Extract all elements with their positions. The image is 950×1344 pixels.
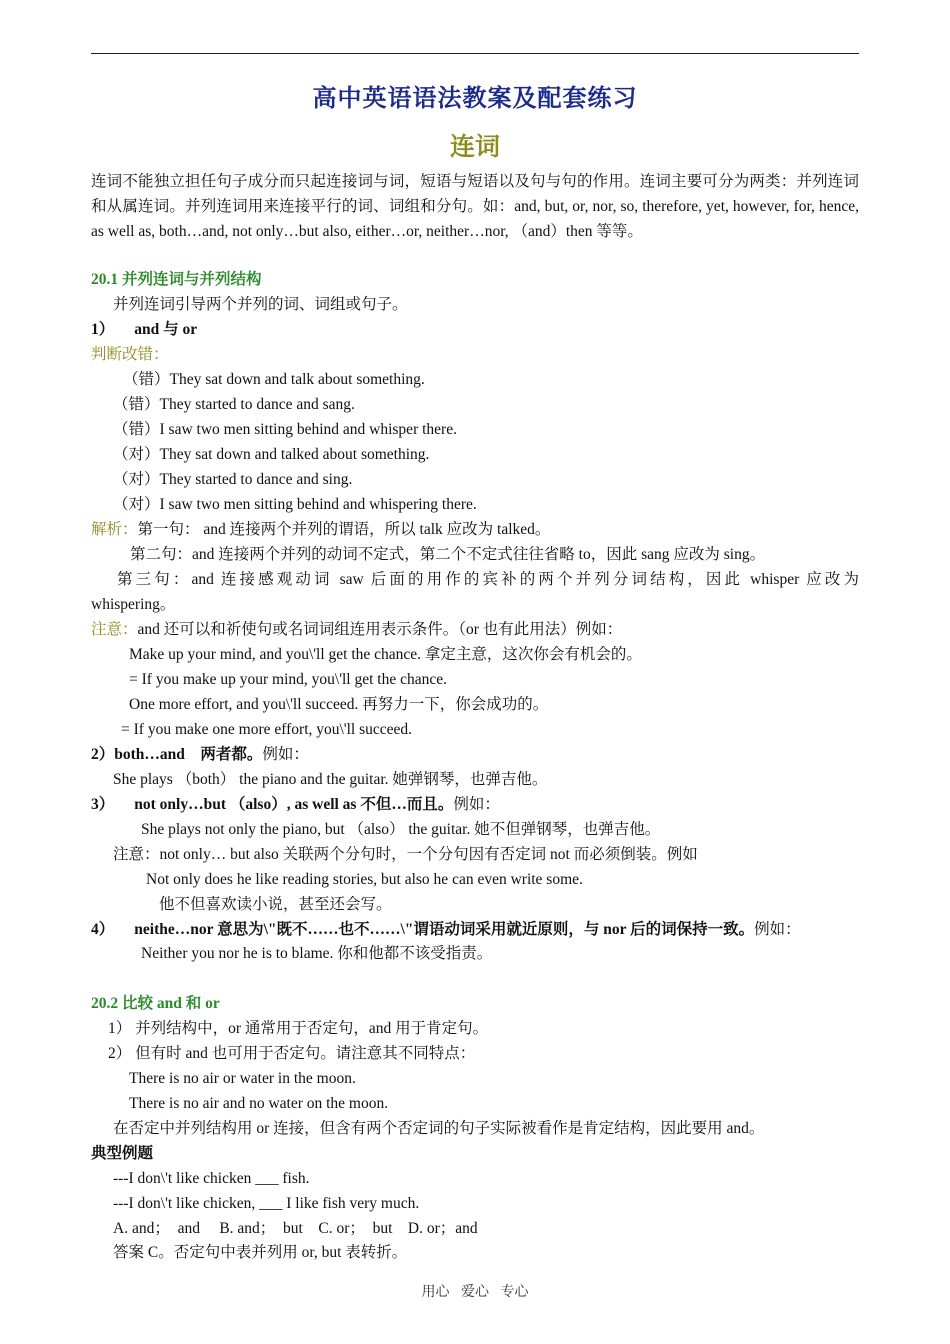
example-line: （对）I saw two men sitting behind and whispering there. xyxy=(113,496,477,513)
analysis-label: 解析： xyxy=(91,521,138,538)
item-label: and 与 or xyxy=(134,321,198,338)
example-line: （错）They sat down and talk about something. xyxy=(123,371,425,388)
item-number: 3） xyxy=(91,796,115,813)
example-line: There is no air and no water on the moon. xyxy=(129,1095,389,1112)
analysis-text: 第一句： and 连接两个并列的谓语，所以 talk 应改为 talked。 xyxy=(137,521,551,538)
item-suffix: 例如： xyxy=(262,746,309,763)
item-number: 2） xyxy=(91,746,115,763)
document-title: 高中英语语法教案及配套练习 xyxy=(312,86,638,112)
example-line: There is no air or water in the moon. xyxy=(129,1070,356,1087)
item-4-example: Neither you nor he is to blame. 你和他都不该受指责。 xyxy=(141,945,493,962)
item-label: both…and 两者都。 xyxy=(114,746,263,763)
item-2 xyxy=(91,745,309,765)
item-label: not only…but （also）, as well as 不但…而且。 xyxy=(134,796,454,813)
example-line: （对）They sat down and talked about something. xyxy=(113,446,430,463)
analysis-line-1 xyxy=(91,520,550,540)
item-2-example: She plays （both） the piano and the guitar. 她弹钢琴，也弹吉他。 xyxy=(113,771,548,788)
note-label: 注意： xyxy=(91,621,138,638)
answer-line: 答案 C。否定句中表并列用 or, but 表转折。 xyxy=(113,1244,408,1261)
page-footer: 用心 爱心 专心 xyxy=(421,1285,529,1300)
note-example: Make up your mind, and you\'ll get the chance. 拿定主意，这次你会有机会的。 xyxy=(129,646,642,663)
item-1 xyxy=(91,320,197,340)
item-3 xyxy=(91,795,500,815)
item-number: 1） xyxy=(91,321,115,338)
example-line: （对）They started to dance and sing. xyxy=(113,471,353,488)
analysis-line-3: 第三句：and 连接感观动词 saw 后面的用作的宾补的两个并列分词结构，因此 whisper 应改为 xyxy=(117,571,859,588)
note-example: = If you make up your mind, you\'ll get the chance. xyxy=(129,671,448,688)
judge-label: 判断改错： xyxy=(91,346,169,363)
question-line: ---I don\'t like chicken ___ fish. xyxy=(113,1170,310,1187)
example-line: （错）I saw two men sitting behind and whisper there. xyxy=(113,421,457,438)
question-line: ---I don\'t like chicken, ___ I like fish very much. xyxy=(113,1195,420,1212)
item-4 xyxy=(91,920,801,940)
section-heading-20-1: 20.1 并列连词与并列结构 xyxy=(91,271,262,288)
answer-options: A. and； and B. and； but C. or； but D. or；and xyxy=(113,1220,478,1237)
note-example: = If you make one more effort, you\'ll succeed. xyxy=(121,721,413,738)
note-line xyxy=(91,620,622,640)
item-3-note-example: Not only does he like reading stories, but also he can even write some. xyxy=(146,871,583,888)
section-heading-20-2: 20.2 比较 and 和 or xyxy=(91,995,220,1012)
note-example: One more effort, and you\'ll succeed. 再努力一下，你会成功的。 xyxy=(129,696,549,713)
item-label: neithe…nor 意思为\"既不……也不……\"谓语动词采用就近原则，与 nor 后的词保持一致。 xyxy=(134,921,755,938)
chapter-title: 连词 xyxy=(449,134,500,161)
typical-examples-label: 典型例题 xyxy=(91,1145,154,1162)
paragraph: 在否定中并列结构用 or 连接，但含有两个否定词的句子实际被看作是肯定结构，因此要用 and。 xyxy=(113,1120,765,1137)
item-3-note-translation: 他不但喜欢读小说，甚至还会写。 xyxy=(159,896,392,913)
paragraph: 2） 但有时 and 也可用于否定句。请注意其不同特点： xyxy=(108,1045,476,1062)
item-3-example: She plays not only the piano, but （also） the guitar. 她不但弹钢琴，也弹吉他。 xyxy=(141,821,661,838)
item-suffix: 例如： xyxy=(453,796,500,813)
analysis-line-3b: whispering。 xyxy=(91,596,176,613)
header-rule xyxy=(91,53,859,54)
item-number: 4） xyxy=(91,921,115,938)
note-text: and 还可以和祈使句或名词词组连用表示条件。（or 也有此用法）例如： xyxy=(137,621,623,638)
section-description: 并列连词引导两个并列的词、词组或句子。 xyxy=(113,296,408,313)
paragraph: 1） 并列结构中，or 通常用于否定句，and 用于肯定句。 xyxy=(108,1020,489,1037)
item-suffix: 例如： xyxy=(754,921,801,938)
analysis-line-2: 第二句：and 连接两个并列的动词不定式，第二个不定式往往省略 to，因此 sang 应改为 sing。 xyxy=(130,546,766,563)
item-3-note: 注意：not only… but also 关联两个分句时，一个分句因有否定词 not 而必须倒装。例如 xyxy=(113,846,698,863)
example-line: （错）They started to dance and sang. xyxy=(113,396,355,413)
intro-paragraph: 连词不能独立担任句子成分而只起连接词与词，短语与短语以及句与句的作用。连词主要可分为两类：并列连词和从属连词。并列连词用来连接平行的词、词组和分句。如：and, but, or, nor, so, therefore, yet, however, for, hence, as well as, both…and, not only…but also, either…or, neither…nor, （and）then 等等。 xyxy=(91,173,859,240)
